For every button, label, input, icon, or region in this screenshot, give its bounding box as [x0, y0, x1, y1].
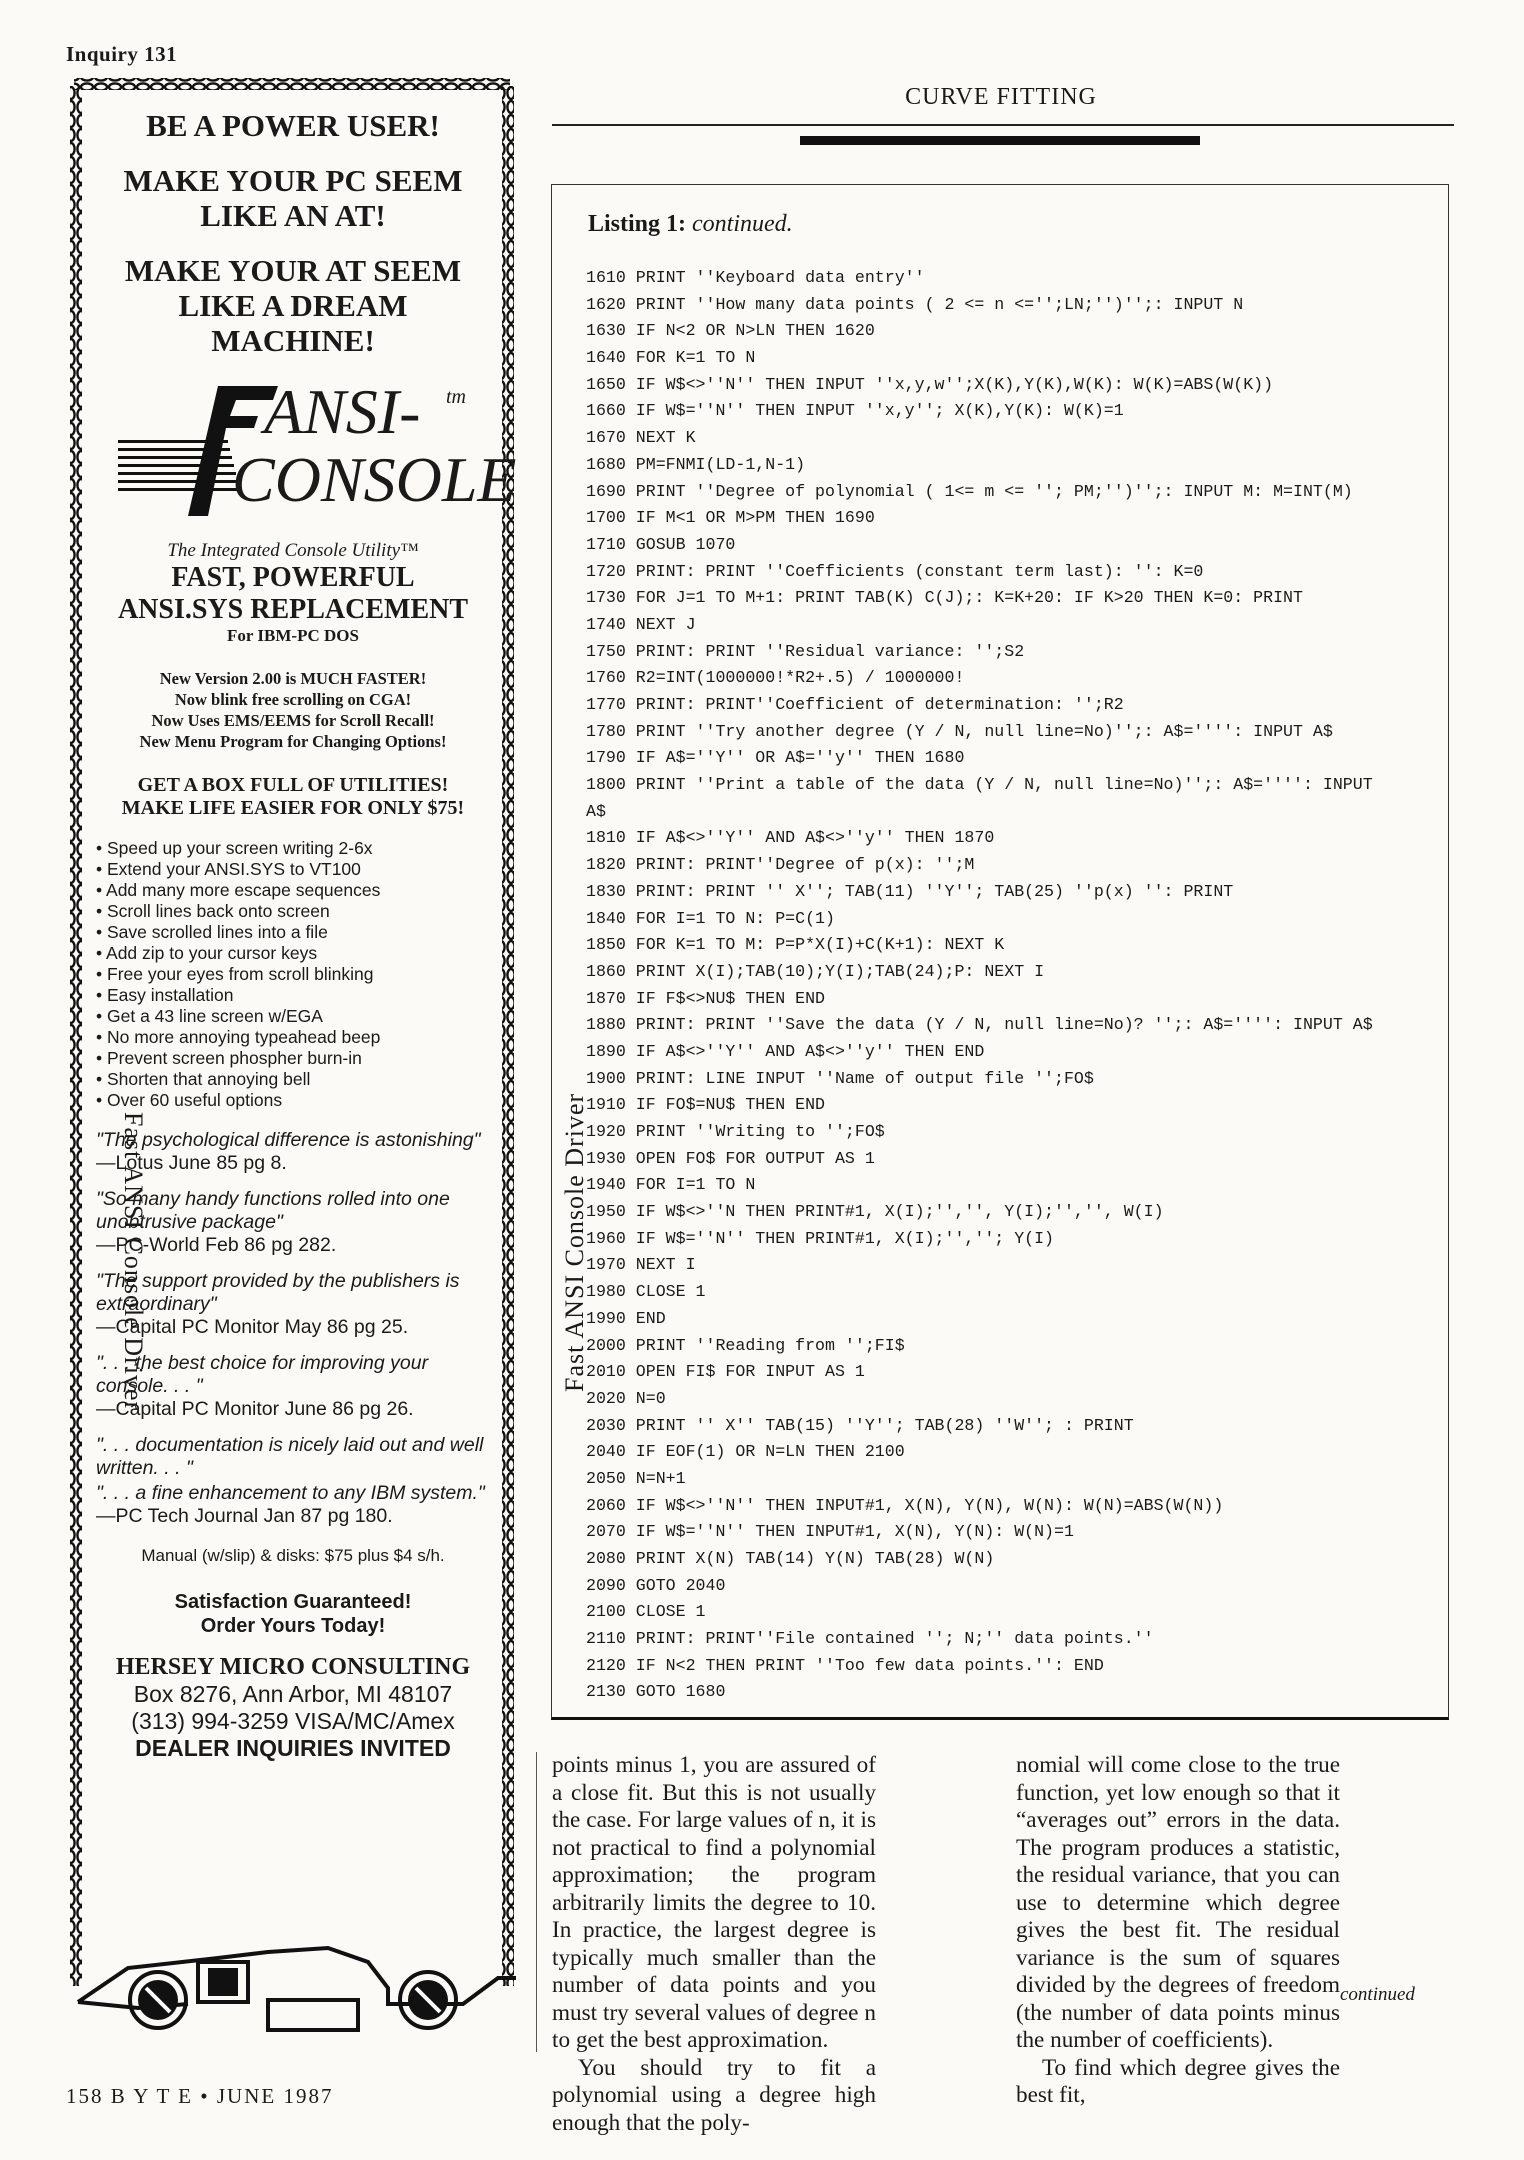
code-line: 1760 R2=INT(1000000!*R2+.5) / 1000000! [586, 668, 965, 688]
code-line: 1680 PM=FNMI(LD-1,N-1) [586, 454, 806, 474]
code-line: 1920 PRINT ''Writing to '';FO$ [586, 1122, 885, 1141]
fast-powerful: FAST, POWERFUL [171, 562, 415, 593]
code-line: 1880 PRINT: PRINT ''Save the data (Y / N, null line=No)? '';: A$='''': INPUT A$ [586, 1015, 1373, 1035]
paragraph: points minus 1, you are assured of a close fit. But this is not usually the case. For large values of n, it is not practical to find a polynomial approximation; the program arbitrarily limits the degree to 10. In practice, the largest degree is typically much smaller than the number of data points and you must try several values of degree n to get the best approximation. [552, 1752, 876, 2053]
quote [96, 1482, 490, 1528]
feature-item: • Get a 43 line screen w/EGA [96, 1006, 490, 1027]
code-line: 1700 IF M<1 OR M>PM THEN 1690 [586, 508, 875, 528]
dealer-inquiries: DEALER INQUIRIES INVITED [135, 1735, 451, 1761]
code-line: 1870 IF F$<>NU$ THEN END [586, 988, 825, 1008]
code-line: 1670 NEXT K [586, 428, 696, 448]
code-line: 2130 GOTO 1680 [586, 1682, 726, 1702]
inquiry-number: Inquiry 131 [66, 42, 178, 66]
code-listing [586, 265, 1426, 1706]
quote-source: —PC Tech Journal Jan 87 pg 180. [96, 1505, 393, 1527]
column-rule [536, 1752, 537, 2052]
quote-text: ". . . the best choice for improving your console. . . " [96, 1352, 429, 1397]
code-line: 1840 FOR I=1 TO N: P=C(1) [586, 908, 835, 928]
side-text-right: Fast ANSI Console Driver [560, 1092, 589, 1392]
code-line: 1790 IF A$=''Y'' OR A$=''y'' THEN 1680 [586, 748, 965, 768]
paragraph: nomial will come close to the true function, yet low enough so that it “averages out” errors in the data. The program produces a statistic, the residual variance, that you can use to determine which degree gives the best fit. The residual variance is the sum of squares divided by the degrees of freedom (the number of data points minus the number of coefficients). [1016, 1752, 1340, 2053]
ad-headline-2: MAKE YOUR PC SEEM LIKE AN AT! [123, 163, 463, 233]
code-line: 1980 CLOSE 1 [586, 1282, 706, 1302]
feature-item: • Shorten that annoying bell [96, 1069, 490, 1090]
code-line: 1620 PRINT ''How many data points ( 2 <= n <='';LN;'')'';: INPUT N [586, 294, 1244, 314]
code-line: 2110 PRINT: PRINT''File contained ''; N;'' data points.'' [586, 1629, 1154, 1649]
page-footer: 158 B Y T E • JUNE 1987 [66, 2084, 334, 2108]
ad-headline-1: BE A POWER USER! [146, 108, 440, 143]
logo-ansi: ANSI- [264, 376, 421, 447]
code-line: 1630 IF N<2 OR N>LN THEN 1620 [586, 321, 875, 341]
quote-source: —Lotus June 85 pg 8. [96, 1152, 287, 1174]
code-line: 2030 PRINT '' X'' TAB(15) ''Y''; TAB(28) ''W''; : PRINT [586, 1415, 1134, 1435]
code-line: 1810 IF A$<>''Y'' AND A$<>''y'' THEN 1870 [586, 828, 995, 848]
code-line: 2050 N=N+1 [586, 1468, 686, 1488]
feature-item: • Over 60 useful options [96, 1090, 490, 1111]
replacement: ANSI.SYS REPLACEMENT [117, 594, 469, 625]
feature-item: • Free your eyes from scroll blinking [96, 964, 490, 985]
continued-label: continued [1340, 1984, 1415, 2005]
code-line: 1900 PRINT: LINE INPUT ''Name of output file '';FO$ [586, 1068, 1094, 1088]
code-line: 1720 PRINT: PRINT ''Coefficients (constant term last): '': K=0 [586, 561, 1204, 581]
code-line: 1960 IF W$=''N'' THEN PRINT#1, X(I);'',''; Y(I) [586, 1228, 1055, 1248]
race-car-illustration [68, 1938, 518, 2038]
feature-item: • Extend your ANSI.SYS to VT100 [96, 859, 490, 880]
code-line: 1780 PRINT ''Try another degree (Y / N, null line=No)'';: A$='''': INPUT A$ [586, 721, 1333, 741]
code-line: 2010 OPEN FI$ FOR INPUT AS 1 [586, 1362, 865, 1382]
code-line: 1860 PRINT X(I);TAB(10);Y(I);TAB(24);P: NEXT I [586, 961, 1045, 981]
code-line: 1820 PRINT: PRINT''Degree of p(x): '';M [586, 855, 975, 875]
quote-text: ". . . documentation is nicely laid out and well written. . . " [96, 1434, 484, 1479]
code-line: 1990 END [586, 1308, 666, 1328]
getbox-line-1: GET A BOX FULL OF UTILITIES! [137, 774, 449, 796]
code-line: 1950 IF W$<>''N THEN PRINT#1, X(I);'','', Y(I);'','', W(I) [586, 1202, 1164, 1222]
code-line: 2000 PRINT ''Reading from '';FI$ [586, 1335, 905, 1355]
tagline: The Integrated Console Utility™ [167, 540, 419, 561]
code-line: 1910 IF FO$=NU$ THEN END [586, 1095, 825, 1115]
code-line: 2060 IF W$<>''N'' THEN INPUT#1, X(N), Y(N), W(N): W(N)=ABS(W(N)) [586, 1495, 1224, 1515]
feature-item: • Scroll lines back onto screen [96, 901, 490, 922]
price: Manual (w/slip) & disks: $75 plus $4 s/h. [141, 1546, 445, 1565]
news-list [96, 668, 490, 752]
feature-item: • Add many more escape sequences [96, 880, 490, 901]
code-line: 2090 GOTO 2040 [586, 1575, 726, 1595]
logo-console: CONSOLE [232, 444, 517, 515]
body-column-2 [1016, 1752, 1340, 2110]
feature-item: • Speed up your screen writing 2-6x [96, 838, 490, 859]
code-line: A$ [586, 801, 606, 821]
listing-box [551, 184, 1449, 1720]
code-line: 2120 IF N<2 THEN PRINT ''Too few data points.'': END [586, 1655, 1104, 1675]
quote [96, 1434, 490, 1480]
code-line: 1730 FOR J=1 TO M+1: PRINT TAB(K) C(J);: K=K+20: IF K>20 THEN K=0: PRINT [586, 588, 1303, 608]
code-line: 1850 FOR K=1 TO M: P=P*X(I)+C(K+1): NEXT K [586, 935, 1005, 955]
quote-text: "The support provided by the publishers is extraordinary" [96, 1270, 460, 1315]
code-line: 1930 OPEN FO$ FOR OUTPUT AS 1 [586, 1148, 875, 1168]
code-line: 1610 PRINT ''Keyboard data entry'' [586, 268, 925, 287]
paragraph: To find which degree gives the best fit, [1016, 2054, 1340, 2108]
quote [96, 1352, 490, 1421]
code-line: 1710 GOSUB 1070 [586, 534, 736, 554]
code-line: 2020 N=0 [586, 1388, 666, 1408]
code-line: 1750 PRINT: PRINT ''Residual variance: '';S2 [586, 641, 1025, 661]
guarantee [96, 1590, 490, 1638]
guarantee-line-2: Order Yours Today! [200, 1615, 386, 1637]
code-line: 2100 CLOSE 1 [586, 1602, 706, 1622]
listing-title-italic: continued. [692, 211, 793, 237]
for-ibm: For IBM-PC DOS [227, 626, 359, 645]
code-line: 1890 IF A$<>''Y'' AND A$<>''y'' THEN END [586, 1041, 985, 1061]
feature-item: • Prevent screen phospher burn-in [96, 1048, 490, 1069]
code-line: 1970 NEXT I [586, 1255, 696, 1275]
code-line: 1650 IF W$<>''N'' THEN INPUT ''x,y,w'';X(K),Y(K),W(K): W(K)=ABS(W(K)) [586, 374, 1274, 394]
quote-text: ". . . a fine enhancement to any IBM system." [96, 1482, 485, 1504]
getbox-line-2: MAKE LIFE EASIER FOR ONLY $75! [121, 797, 465, 819]
code-line: 1640 FOR K=1 TO N [586, 348, 756, 368]
ad-headline-3: MAKE YOUR AT SEEM LIKE A DREAM MACHINE! [124, 253, 462, 358]
code-line: 1830 PRINT: PRINT '' X''; TAB(11) ''Y''; TAB(25) ''p(x) '': PRINT [586, 881, 1234, 901]
code-line: 2080 PRINT X(N) TAB(14) Y(N) TAB(28) W(N) [586, 1549, 995, 1568]
news-item: Now blink free scrolling on CGA! [174, 690, 412, 709]
code-line: 2040 IF EOF(1) OR N=LN THEN 2100 [586, 1442, 905, 1462]
quote [96, 1129, 490, 1175]
listing-title [588, 211, 793, 238]
news-item: Now Uses EMS/EEMS for Scroll Recall! [151, 711, 435, 730]
quote-source: —PC-World Feb 86 pg 282. [96, 1234, 337, 1256]
company-name: HERSEY MICRO CONSULTING [115, 1654, 471, 1680]
header-rule [552, 124, 1454, 126]
quote [96, 1270, 490, 1339]
header-bar [800, 136, 1200, 145]
code-line: 1690 PRINT ''Degree of polynomial ( 1<= m <= ''; PM;'')'';: INPUT M: M=INT(M) [586, 481, 1353, 501]
quote-text: "So many handy functions rolled into one unobtrusive package" [96, 1188, 450, 1233]
feature-item: • Add zip to your cursor keys [96, 943, 490, 964]
feature-item: • No more annoying typeahead beep [96, 1027, 490, 1048]
running-head: CURVE FITTING [905, 84, 1097, 110]
code-line: 2070 IF W$=''N'' THEN INPUT#1, X(N), Y(N): W(N)=1 [586, 1522, 1074, 1542]
code-line: 1660 IF W$=''N'' THEN INPUT ''x,y''; X(K),Y(K): W(K)=1 [586, 401, 1124, 421]
guarantee-line-1: Satisfaction Guaranteed! [174, 1591, 412, 1613]
side-text-left: Fast ANSI Console Driver [119, 1112, 148, 1412]
news-item: New Version 2.00 is MUCH FASTER! [159, 669, 427, 688]
quote-text: "The psychological difference is astonishing" [96, 1129, 481, 1151]
feature-item: • Save scrolled lines into a file [96, 922, 490, 943]
feature-item: • Easy installation [96, 985, 490, 1006]
listing-title-bold: Listing 1: [588, 211, 687, 237]
code-line: 1940 FOR I=1 TO N [586, 1175, 756, 1195]
news-item: New Menu Program for Changing Options! [139, 732, 447, 751]
getbox [96, 774, 490, 820]
logo-tm: tm [446, 386, 466, 408]
code-line: 1800 PRINT ''Print a table of the data (Y / N, null line=No)'';: A$='''': INPUT [586, 775, 1373, 795]
code-line: 1740 NEXT J [586, 614, 696, 634]
address-2: (313) 994-3259 VISA/MC/Amex [131, 1708, 455, 1734]
quote-source: —Capital PC Monitor June 86 pg 26. [96, 1398, 414, 1420]
code-line: 1770 PRINT: PRINT''Coefficient of determination: '';R2 [586, 695, 1124, 714]
ansi-console-logo [96, 376, 517, 528]
paragraph: You should try to fit a polynomial using a degree high enough that the poly- [552, 2054, 876, 2136]
feature-list [96, 838, 490, 1111]
body-column-1 [552, 1752, 876, 2137]
quote-source: —Capital PC Monitor May 86 pg 25. [96, 1316, 409, 1338]
quote [96, 1188, 490, 1257]
advertisement [66, 72, 589, 2040]
address-1: Box 8276, Ann Arbor, MI 48107 [133, 1681, 453, 1707]
